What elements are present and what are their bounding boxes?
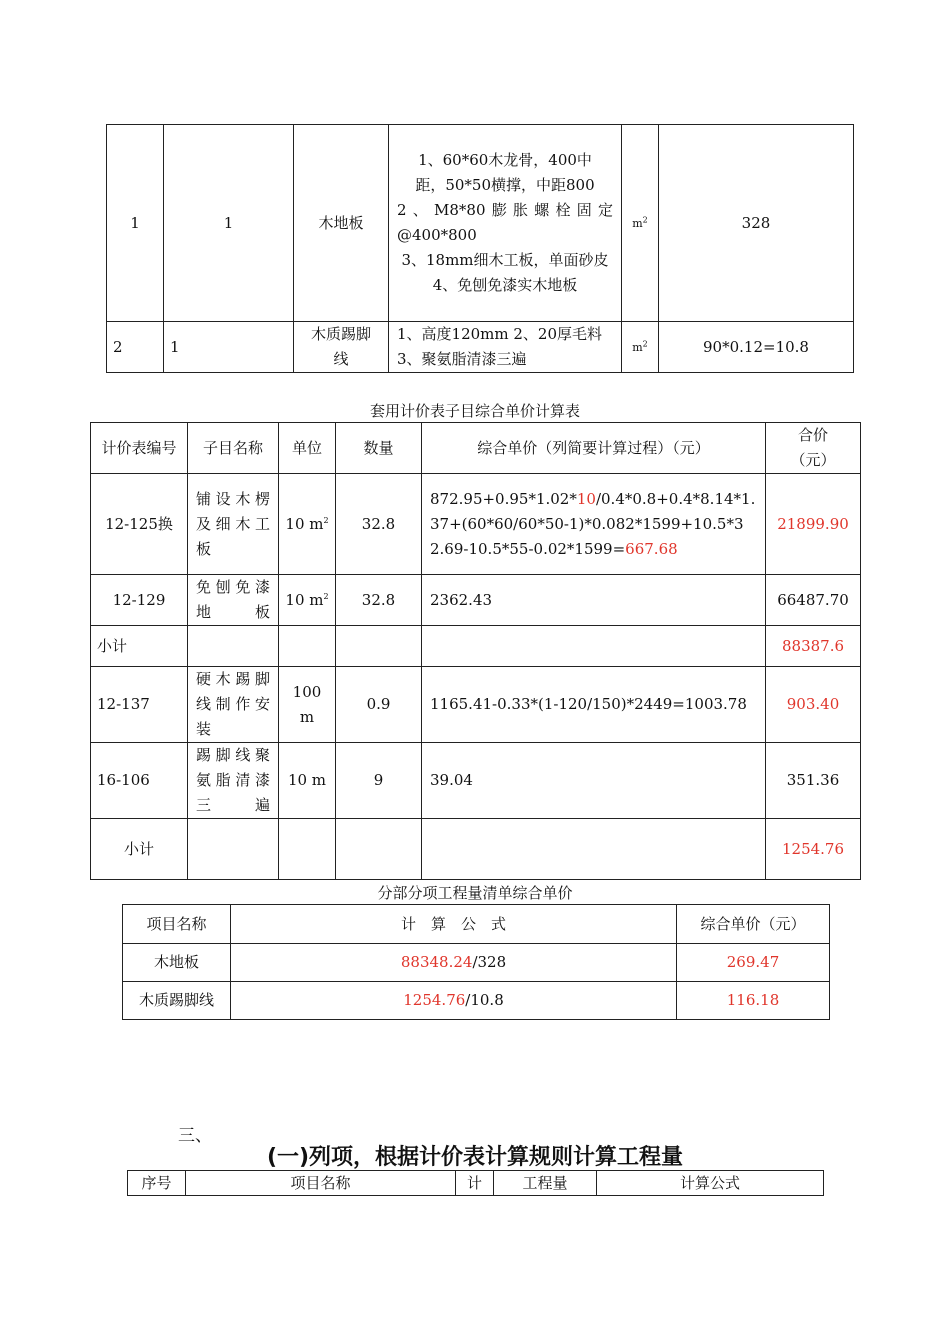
unit-price-calc-table	[90, 422, 861, 880]
code-cell: 12-137	[91, 667, 188, 743]
col-header-qty: 数量	[336, 423, 422, 474]
desc-line: 1、60*60木龙骨，400中	[418, 151, 592, 169]
unit-cell: 10 $m^2$	[279, 575, 336, 626]
name-cell: 木质踢脚线	[123, 982, 231, 1020]
unit-cell: 100 m	[279, 667, 336, 743]
col-header-qty: 工程量	[494, 1171, 597, 1196]
unit-cell: 10 $m^2$	[279, 474, 336, 575]
desc-line: 距，50*50横撑，中距800	[415, 176, 595, 194]
code-cell: 16-106	[91, 743, 188, 819]
subtotal-label: 小计	[91, 819, 188, 880]
calc-cell: 2362.43	[422, 575, 766, 626]
table-caption: 套用计价表子目综合单价计算表	[369, 402, 580, 420]
item-name-cell: 木质踢脚线	[294, 322, 389, 373]
qty-cell: 9	[336, 743, 422, 819]
desc-line: @400*800	[397, 226, 477, 244]
item-desc-cell	[389, 322, 622, 373]
code-cell: 12-129	[91, 575, 188, 626]
col-header-code: 计价表编号	[91, 423, 188, 474]
subtotal-row	[91, 626, 861, 667]
qty-cell: 32.8	[336, 474, 422, 575]
desc-line: 2、M8*80膨胀螺栓固定	[397, 201, 613, 219]
subtotal-label: 小计	[91, 626, 188, 667]
seq-cell: 1	[107, 125, 164, 322]
col-header-price: 综合单价（元）	[677, 905, 830, 944]
col-header-name: 子目名称	[188, 423, 279, 474]
col-header-name: 项目名称	[123, 905, 231, 944]
col-header-price: 综合单价（列简要计算过程）（元）	[422, 423, 766, 474]
code-cell: 1	[164, 125, 294, 322]
unit-cell: $m^2$	[622, 322, 659, 373]
table-row	[91, 667, 861, 743]
header-row	[91, 423, 861, 474]
name-cell: 木地板	[123, 944, 231, 982]
desc-line: 4、免刨免漆实木地板	[432, 276, 578, 294]
unit-cell: $m^2$	[622, 125, 659, 322]
composite-price-table	[122, 904, 830, 1020]
col-header-seq: 序号	[128, 1171, 186, 1196]
subtotal-row	[91, 819, 861, 880]
section-number: 三、	[178, 1126, 212, 1146]
table-row	[91, 474, 861, 575]
quantity-cell: 328	[659, 125, 854, 322]
header-row	[128, 1171, 824, 1196]
table-caption: 分部分项工程量清单综合单价	[377, 884, 573, 902]
desc-line: 1、高度120mm 2、20厚毛料	[397, 325, 603, 343]
quantity-table	[127, 1170, 824, 1196]
col-header-total: 合价 （元）	[766, 423, 861, 474]
total-cell: 351.36	[766, 743, 861, 819]
total-cell: 66487.70	[766, 575, 861, 626]
name-cell: 免刨免漆地板	[188, 575, 279, 626]
item-desc-cell	[389, 125, 622, 322]
price-cell: 269.47	[677, 944, 830, 982]
total-cell: 903.40	[766, 667, 861, 743]
table-row	[91, 743, 861, 819]
calc-cell: 1165.41-0.33*(1-120/150)*2449=1003.78	[422, 667, 766, 743]
quantity-cell: 90*0.12=10.8	[659, 322, 854, 373]
col-header-unit: 单位	[279, 423, 336, 474]
header-row	[123, 905, 830, 944]
name-cell: 硬木踢脚线制作安装	[188, 667, 279, 743]
qty-cell: 32.8	[336, 575, 422, 626]
col-header-formula: 计算公式	[597, 1171, 824, 1196]
col-header-name: 项目名称	[186, 1171, 456, 1196]
calc-cell: 872.95+0.95*1.02*10/0.4*0.8+0.4*8.14*1.37+(60*60/60*50-1)*0.082*1599+10.5*32.69-10.5*55-0.02*1599=667.68	[422, 474, 766, 575]
bill-items-table	[106, 124, 854, 373]
item-name-cell: 木地板	[294, 125, 389, 322]
desc-line: 3、聚氨脂清漆三遍	[397, 350, 527, 368]
table-row	[123, 944, 830, 982]
subtotal-value: 88387.6	[766, 626, 861, 667]
formula-cell: 1254.76/10.8	[231, 982, 677, 1020]
table-row	[107, 125, 854, 322]
name-cell: 铺设木楞及细木工板	[188, 474, 279, 575]
unit-cell: 10 m	[279, 743, 336, 819]
name-cell: 踢脚线聚氨脂清漆三遍	[188, 743, 279, 819]
table-row	[123, 982, 830, 1020]
code-cell: 12-125换	[91, 474, 188, 575]
subtotal-value: 1254.76	[766, 819, 861, 880]
formula-cell: 88348.24/328	[231, 944, 677, 982]
calc-cell: 39.04	[422, 743, 766, 819]
total-cell: 21899.90	[766, 474, 861, 575]
seq-cell: 2	[107, 322, 164, 373]
desc-line: 3、18mm细木工板，单面砂皮	[401, 251, 609, 269]
col-header-formula: 计 算 公 式	[231, 905, 677, 944]
section-title: (一)列项，根据计价表计算规则计算工程量	[266, 1145, 684, 1170]
table-row	[107, 322, 854, 373]
price-cell: 116.18	[677, 982, 830, 1020]
table-row	[91, 575, 861, 626]
col-header-unit: 计	[456, 1171, 494, 1196]
code-cell: 1	[164, 322, 294, 373]
qty-cell: 0.9	[336, 667, 422, 743]
